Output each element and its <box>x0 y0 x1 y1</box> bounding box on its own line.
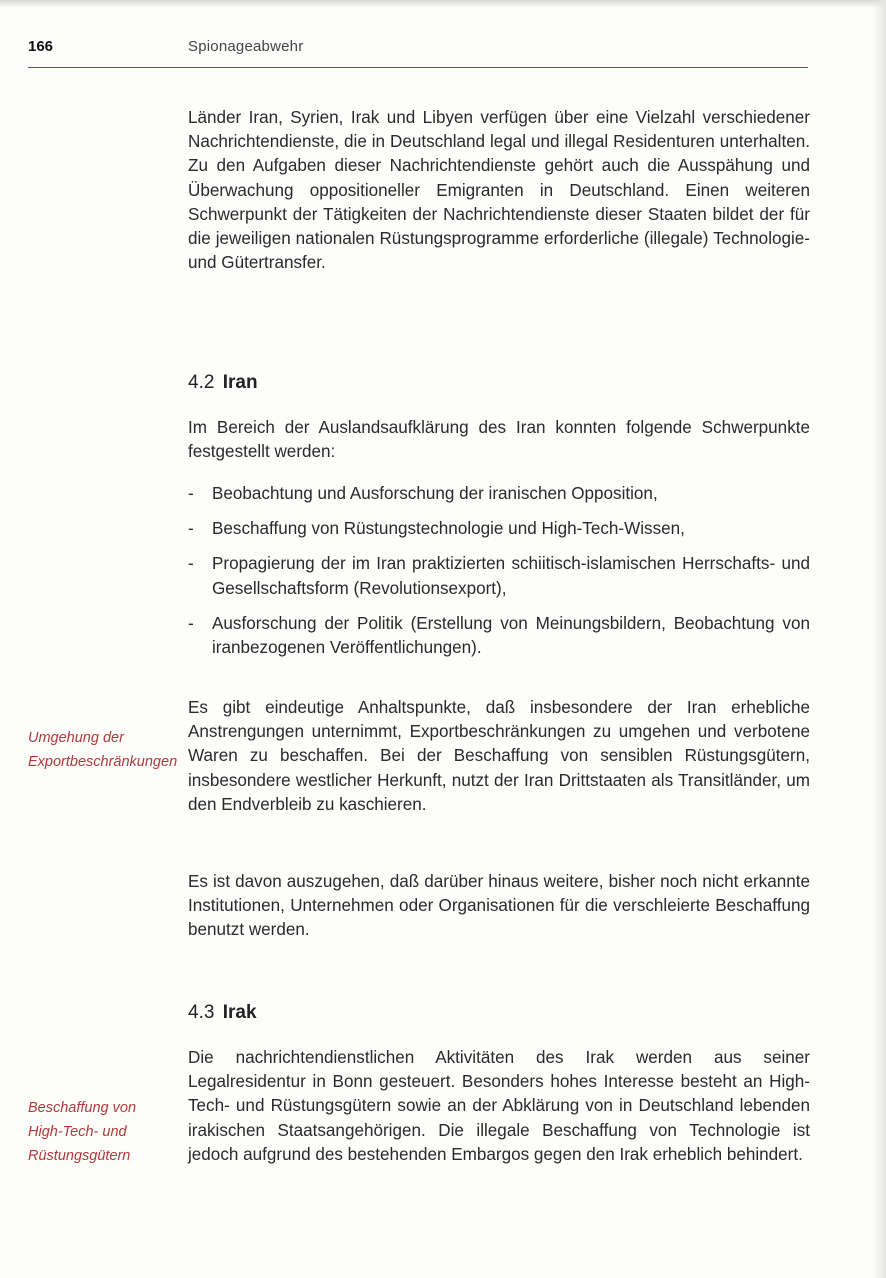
section-title: Irak <box>222 1002 257 1023</box>
running-title: Spionageabwehr <box>188 38 304 55</box>
bullet-dash: - <box>188 613 194 633</box>
section-title: Iran <box>222 372 258 393</box>
margin-note-irak: Beschaffung von High-Tech- und Rüstungsgütern <box>28 1100 137 1164</box>
bullet-dash: - <box>188 519 194 539</box>
header-rule <box>28 67 808 68</box>
page-header <box>28 38 808 68</box>
list-item-text: Beobachtung und Ausforschung der iranischen Opposition, <box>212 484 658 503</box>
list-item <box>188 482 810 506</box>
scan-top-shadow <box>0 0 886 8</box>
iran-paragraph-2-block <box>188 696 810 817</box>
iran-paragraph-3: Es ist davon auszugehen, daß darüber hinaus weitere, bisher noch nicht erkannte Institutionen, Unternehmen oder Organisationen für die verschleierte Beschaffung benutzt werden. <box>188 872 810 940</box>
scan-right-shadow <box>872 0 886 1278</box>
section-number: 4.3 <box>188 1002 215 1023</box>
iran-lead-block <box>188 416 810 464</box>
iran-lead-paragraph: Im Bereich der Auslandsaufklärung des Iran konnten folgende Schwerpunkte festgestellt werden: <box>188 418 810 462</box>
section-number: 4.2 <box>188 372 215 393</box>
list-item-text: Beschaffung von Rüstungstechnologie und High-Tech-Wissen, <box>212 519 685 539</box>
section-heading-iran <box>188 372 258 394</box>
list-item-text: Ausforschung der Politik (Erstellung von Meinungsbildern, Beobachtung von iranbezogenen Veröffentlichungen). <box>212 613 810 658</box>
section-heading-irak <box>188 1002 257 1024</box>
list-item-text: Propagierung der im Iran praktizierten schiitisch-islamischen Herrschafts- und Gesellschaftsform (Revolutionsexport), <box>212 554 810 598</box>
irak-paragraph: Die nachrichtendienstlichen Aktivitäten des Irak werden aus seiner Legalresidentur in Bonn gesteuert. Besonders hohes Interesse besteht an High-Tech- und Rüstungsgütern sowie an der Abklärung von in Deutschland lebenden irakischen Staatsangehörigen. Die illegale Beschaffung von Technologie ist jedoch aufgrund des bestehenden Embargos gegen den Irak erheblich behindert. <box>188 1048 810 1164</box>
iran-bullet-list <box>188 482 810 660</box>
bullet-dash: - <box>188 554 194 574</box>
list-item <box>188 517 810 541</box>
irak-paragraph-block <box>188 1046 810 1167</box>
iran-paragraph-3-block <box>188 870 810 943</box>
margin-note-export: Umgehung der Exportbeschränkungen <box>28 730 178 770</box>
intro-paragraph-block <box>188 106 810 275</box>
intro-paragraph: Länder Iran, Syrien, Irak und Libyen verfügen über eine Vielzahl verschiedener Nachrichtendienste, die in Deutschland legal und illegal Residenturen unterhalten. Zu den Aufgaben dieser Nachrichtendienste gehört auch die Ausspähung und Überwachung oppositioneller Emigranten in Deutschland. Einen weiteren Schwerpunkt der Tätigkeiten der Nachrichtendienste dieser Staaten bildet der für die jeweiligen nationalen Rüstungsprogramme erforderliche (illegale) Technologie- und Gütertransfer. <box>188 108 810 273</box>
list-item <box>188 612 810 660</box>
page-number: 166 <box>28 38 54 55</box>
iran-paragraph-2: Es gibt eindeutige Anhaltspunkte, daß insbesondere der Iran erhebliche Anstrengungen unternimmt, Exportbeschränkungen zu umgehen und verbotene Waren zu beschaffen. Bei der Beschaffung von sensiblen Rüstungsgütern, insbesondere westlicher Herkunft, nutzt der Iran Drittstaaten als Transitländer, um den Endverbleib zu kaschieren. <box>188 698 810 814</box>
bullet-dash: - <box>188 484 194 503</box>
list-item <box>188 552 810 600</box>
